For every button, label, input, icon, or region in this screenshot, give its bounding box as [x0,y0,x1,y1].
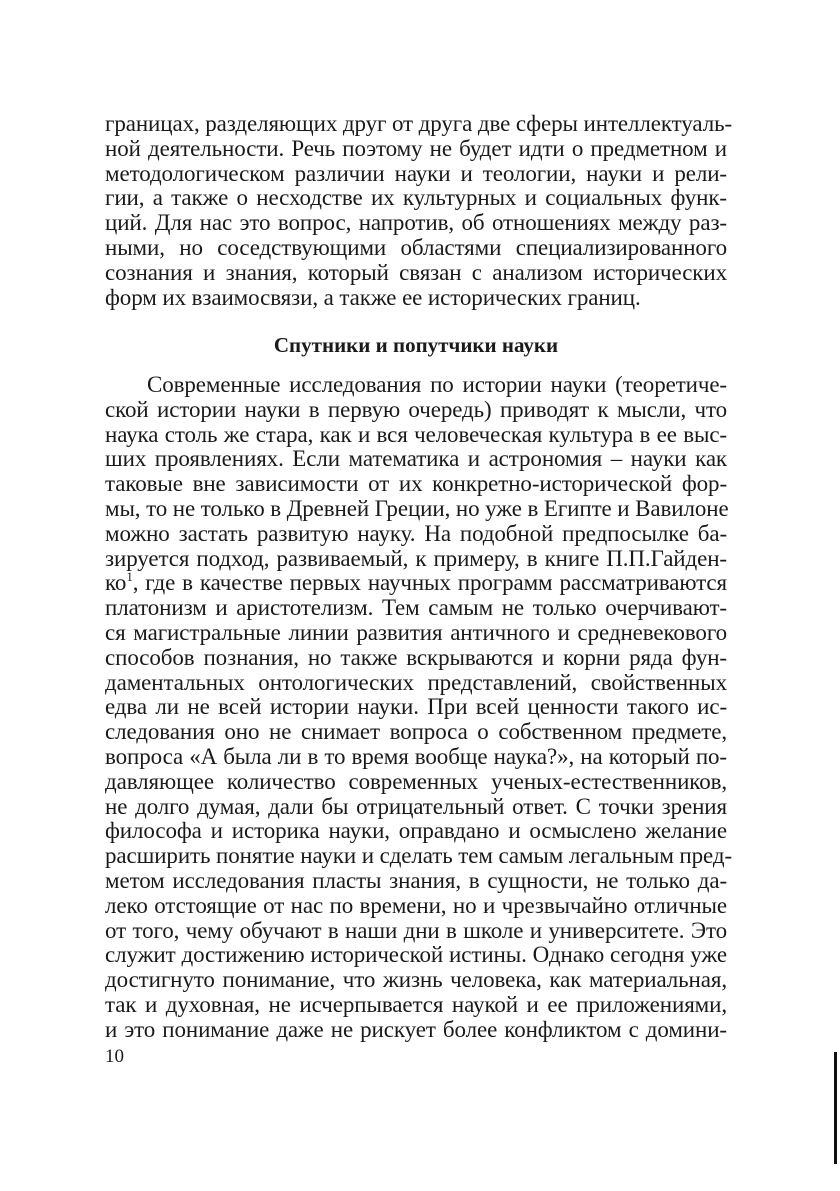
text-line: так и духовная, не исчерпывается наукой и ее приложениями, [105,991,727,1017]
text-line: ших проявлениях. Если математика и астрономия – науки как [105,446,727,472]
section-heading: Спутники и попутчики науки [273,333,559,357]
text-line: ся магистральные линии развития античного и средневекового [105,619,727,645]
text-line: следования оно не снимает вопроса о собственном предмете, [105,719,727,745]
text-line: зируется подход, развиваемый, к примеру, в книге П.П.Гайден- [105,545,727,571]
text-line: наука столь же стара, как и вся человеческая культура в ее выс- [105,421,727,447]
text-line: способов познания, но также вскрываются и корни ряда фун- [105,644,727,670]
page-number: 10 [105,1046,124,1067]
text-line: ций. Для нас это вопрос, напротив, об отношениях между раз- [105,210,727,236]
text-line: форм их взаимосвязи, а также ее исторических границ. [105,284,641,310]
page-edge-marker [834,1052,837,1164]
text-fragment: ко [105,570,127,596]
text-line: и это понимание даже не рискует более конфликтом с домини- [105,1016,727,1042]
text-line: ной деятельности. Речь поэтому не будет идти о предметном и [105,135,727,161]
text-line: можно застать развитую науку. На подобной предпосылке ба- [105,520,727,546]
text-line: платонизм и аристотелизм. Тем самым не только очерчивают- [105,595,727,621]
text-line: не долго думая, дали бы отрицательный ответ. С точки зрения [105,793,727,819]
text-line: вопроса «А была ли в то время вообще наука?», на который по- [105,743,727,769]
footnote-marker[interactable]: 1 [126,569,133,585]
text-fragment: , где в качестве первых научных программ рассматриваются [132,570,727,596]
text-line-with-footnote [105,571,727,596]
text-line: даментальных онтологических представлений, свойственных [105,669,727,695]
text-line: ными, но соседствующими областями специализированного [105,234,727,260]
text-line: мы, то не только в Древней Греции, но уже в Египте и Вавилоне [105,495,729,521]
text-line: Современные исследования по истории науки (теоретиче- [147,372,727,397]
text-line: границах, разделяющих друг от друга две сферы интеллектуаль- [105,111,733,136]
text-line: метом исследования пласты знания, в сущности, не только да- [105,867,727,893]
text-line: едва ли не всей истории науки. При всей ценности такого ис- [105,694,727,720]
text-line: гии, а также о несходстве их культурных и социальных функ- [105,185,727,211]
paragraph-2 [105,372,733,1043]
text-line: давляющее количество современных ученых-естественников, [105,768,727,794]
text-line: методологическом различии науки и теологии, науки и рели- [105,160,727,186]
text-line: философа и историка науки, оправдано и осмыслено желание [105,818,727,844]
text-line: достигнуто понимание, что жизнь человека, как материальная, [105,967,727,993]
text-line: расширить понятие науки и сделать тем самым легальным пред- [105,843,733,869]
text-line: леко отстоящие от нас по времени, но и чрезвычайно отличные [105,892,727,918]
text-line: ской истории науки в первую очередь) приводят к мысли, что [105,396,727,422]
text-line: таковые вне зависимости от их конкретно-исторической фор- [105,471,727,497]
text-line: служит достижению исторической истины. Однако сегодня уже [105,942,727,968]
paragraph-1 [105,111,733,310]
text-line: сознания и знания, который связан с анализом исторических [105,259,727,285]
text-line: от того, чему обучают в наши дни в школе и университете. Это [105,917,727,943]
